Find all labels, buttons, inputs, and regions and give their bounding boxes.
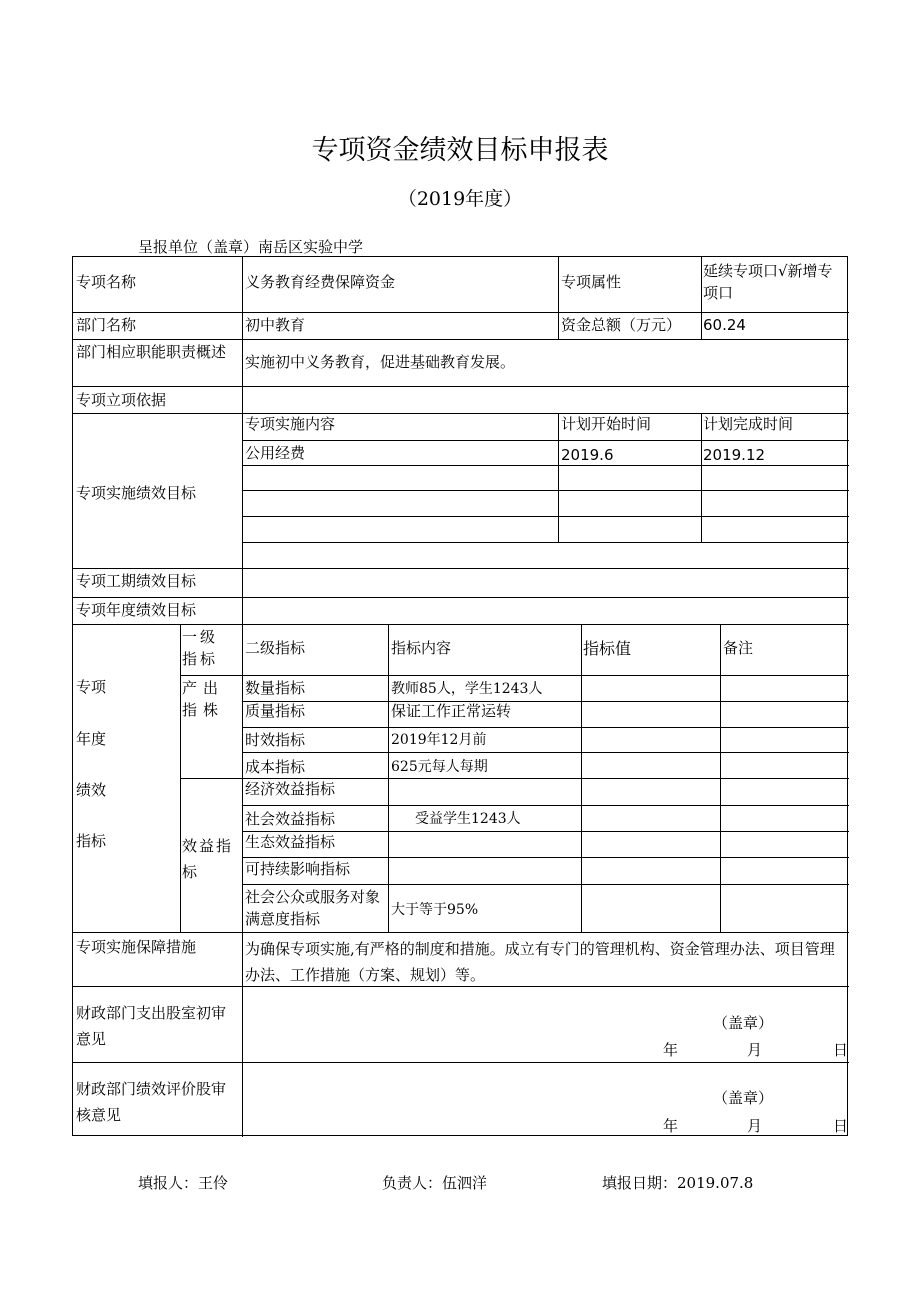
review-evaluation-seal: （盖章）	[713, 1089, 774, 1107]
row-divider	[242, 516, 849, 517]
duty-value: 实施初中义务教育，促进基础教育发展。	[245, 353, 516, 371]
indicator-side-label: 指标	[76, 832, 107, 850]
row-divider	[242, 542, 849, 543]
row-divider	[180, 675, 849, 676]
col-divider	[388, 624, 389, 932]
row-divider	[242, 884, 849, 885]
review-evaluation-day: 日	[833, 1117, 849, 1135]
col-value: 指标值	[583, 639, 632, 658]
name-value: 义务教育经费保障资金	[245, 273, 396, 291]
impl-header-end: 计划完成时间	[703, 415, 794, 433]
row-divider	[73, 568, 849, 569]
row-divider	[73, 932, 849, 933]
row-divider	[242, 752, 849, 753]
row-divider	[242, 490, 849, 491]
annual-label: 专项年度绩效目标	[76, 601, 197, 619]
benefit-row-name: 经济效益指标	[245, 780, 336, 798]
output-row-name: 时效指标	[245, 731, 306, 749]
responsible-name: 负责人：伍泗洋	[382, 1174, 488, 1192]
guarantee-label: 专项实施保障措施	[76, 938, 197, 956]
col-level1: 一级指标	[182, 628, 219, 668]
benefit-row-name: 可持续影响指标	[245, 860, 351, 878]
benefit-row-name: 生态效益指标	[245, 833, 336, 851]
impl-row-content: 公用经费	[245, 444, 306, 462]
review-evaluation-month: 月	[747, 1117, 763, 1135]
col-content: 指标内容	[391, 639, 452, 657]
row-divider	[73, 597, 849, 598]
col-divider	[581, 624, 582, 932]
benefit-row-name: 社会公众或服务对象满意度指标	[245, 888, 381, 928]
fill-date: 填报日期：2019.07.8	[602, 1174, 754, 1192]
col-note: 备注	[723, 639, 754, 657]
row-divider	[242, 727, 849, 728]
output-row-content: 保证工作正常运转	[391, 702, 512, 720]
impl-row-end: 2019.12	[703, 446, 766, 464]
row-divider	[73, 386, 849, 387]
col-divider	[701, 257, 702, 339]
output-label: 产出指株	[182, 679, 225, 719]
impl-header-start: 计划开始时间	[561, 415, 652, 433]
review-evaluation-year: 年	[663, 1117, 679, 1135]
benefit-row-content: 受益学生1243人	[415, 811, 521, 827]
review-initial-day: 日	[833, 1041, 849, 1059]
output-row-content: 教师85人，学生1243人	[391, 681, 543, 697]
col-divider	[558, 257, 559, 339]
review-initial-month: 月	[747, 1041, 763, 1059]
col-divider	[720, 624, 721, 932]
col-divider	[242, 1062, 243, 1137]
total-label: 资金总额（万元）	[561, 316, 682, 334]
impl-row-start: 2019.6	[561, 446, 614, 464]
output-row-name: 质量指标	[245, 702, 306, 720]
implementation-label: 专项实施绩效目标	[76, 484, 197, 502]
basis-label: 专项立项依据	[76, 391, 167, 409]
filler-name: 填报人：王伶	[138, 1174, 229, 1192]
form-title: 专项资金绩效目标申报表	[311, 135, 609, 166]
benefit-row-content: 大于等于95%	[391, 902, 479, 918]
col-divider	[242, 257, 243, 1062]
dept-value: 初中教育	[245, 316, 306, 334]
row-divider	[242, 805, 849, 806]
impl-header-content: 专项实施内容	[245, 415, 336, 433]
output-row-content: 2019年12月前	[391, 732, 487, 748]
attr-label: 专项属性	[561, 273, 622, 291]
target-table	[72, 256, 848, 1136]
review-initial-seal: （盖章）	[713, 1014, 774, 1032]
row-divider	[73, 339, 849, 340]
output-row-content: 625元每人每期	[391, 759, 488, 775]
row-divider	[242, 701, 849, 702]
benefit-row-name: 社会效益指标	[245, 810, 336, 828]
review-evaluation-label: 财政部门绩效评价股审核意见	[76, 1080, 227, 1124]
indicator-side-label: 专项	[76, 678, 107, 696]
row-divider	[73, 312, 849, 313]
name-label: 专项名称	[76, 273, 137, 291]
col-divider	[180, 624, 181, 932]
duty-label: 部门相应职能职责概述	[76, 343, 227, 361]
output-row-name: 数量指标	[245, 679, 306, 697]
col-divider	[558, 413, 559, 543]
benefit-label: 效益指标	[182, 837, 234, 881]
indicator-side-label: 绩效	[76, 781, 107, 799]
row-divider	[242, 440, 849, 441]
dept-label: 部门名称	[76, 316, 137, 334]
reporting-unit: 呈报单位（盖章）南岳区实验中学	[138, 238, 364, 256]
total-value: 60.24	[703, 316, 746, 334]
form-year: （2019年度）	[397, 188, 523, 210]
period-label: 专项工期绩效目标	[76, 572, 197, 590]
attr-value: 延续专项口√新增专项口	[703, 262, 833, 302]
col-divider	[701, 413, 702, 543]
review-initial-label: 财政部门支出股室初审意见	[76, 1004, 227, 1048]
col-level2: 二级指标	[245, 639, 306, 657]
guarantee-text: 为确保专项实施,有严格的制度和措施。成立有专门的管理机构、资金管理办法、项目管理办法、工作措施（方案、规划）等。	[245, 940, 835, 984]
indicator-side-label: 年度	[76, 730, 107, 748]
output-row-name: 成本指标	[245, 758, 306, 776]
review-initial-year: 年	[663, 1041, 679, 1059]
row-divider	[73, 624, 849, 625]
row-divider	[73, 1062, 849, 1063]
